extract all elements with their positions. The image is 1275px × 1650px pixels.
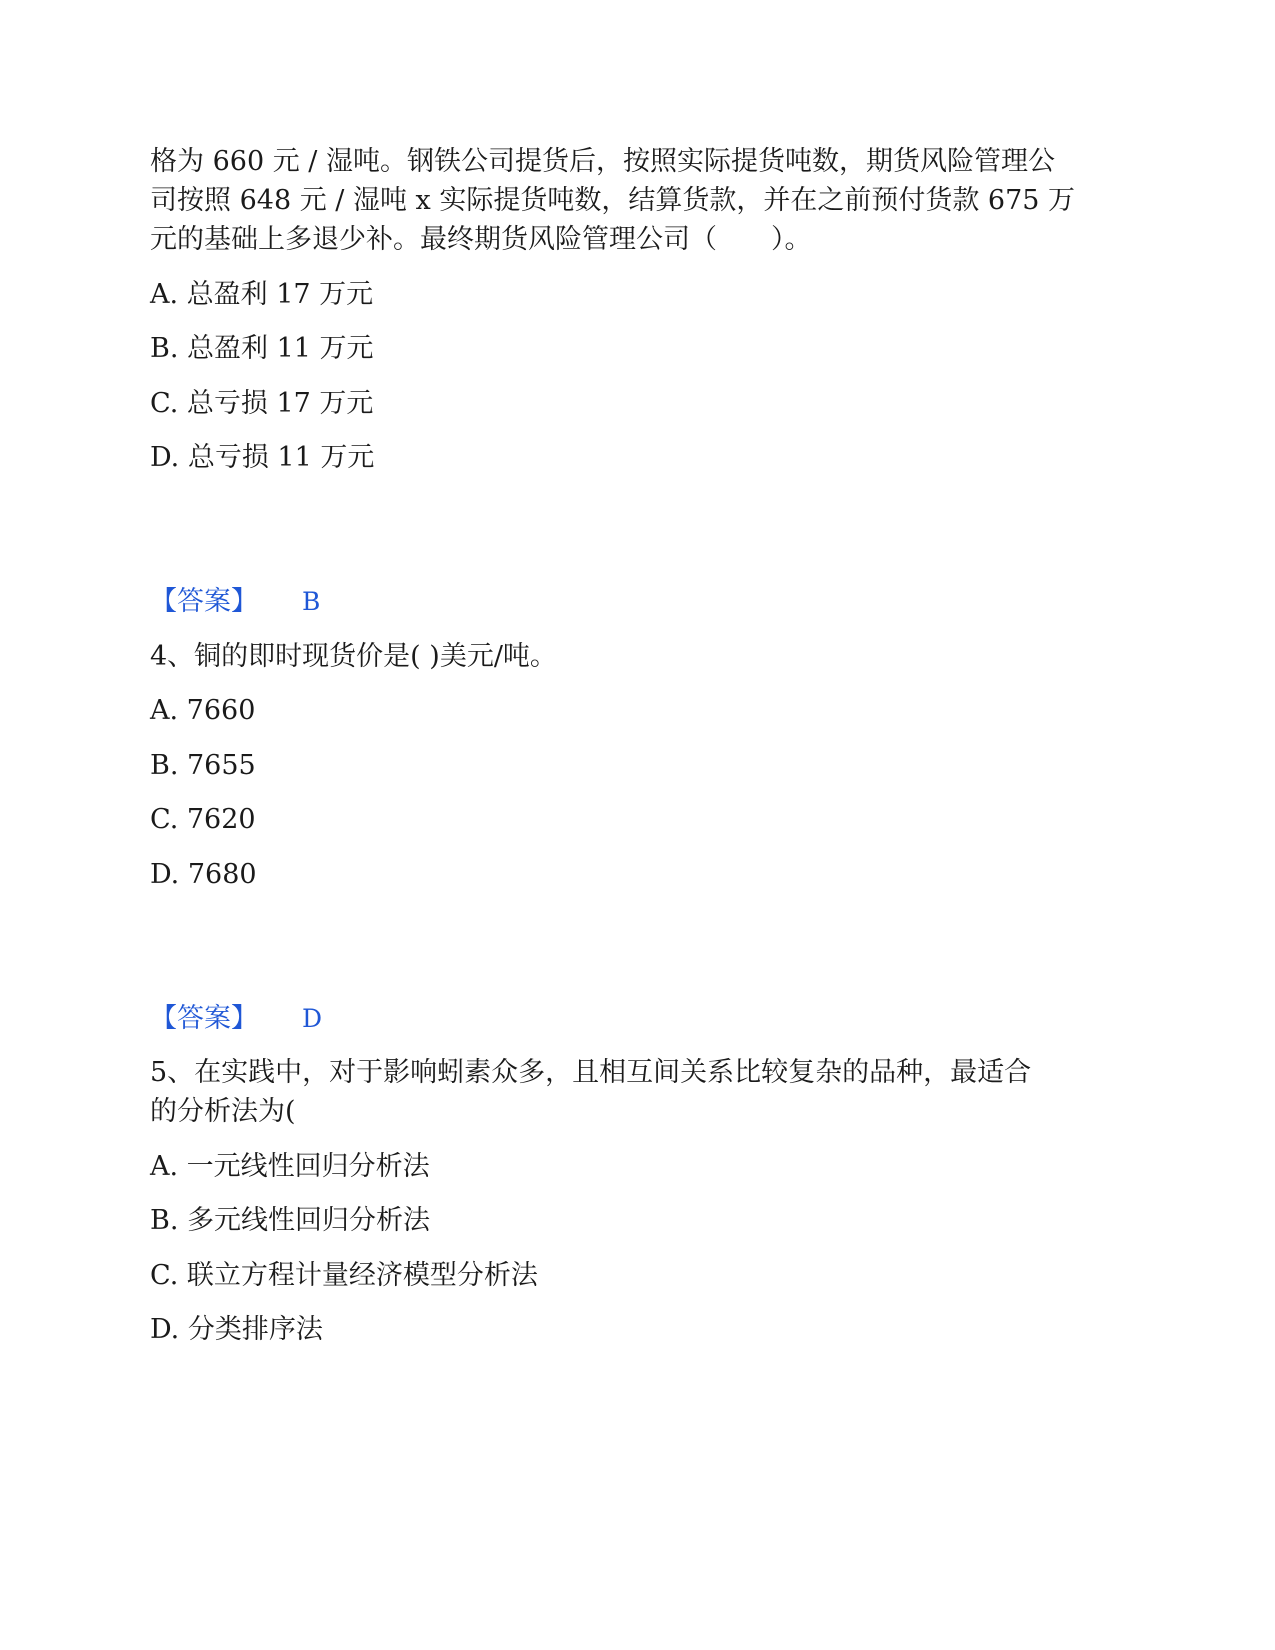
q4-answer-label: 【答案】: [150, 1003, 258, 1034]
q3-option-b: B. 总盈利 11 万元: [150, 333, 374, 364]
q4-option-c: C. 7620: [150, 804, 256, 835]
q5-stem-line-2: 的分析法为(: [150, 1096, 296, 1127]
q4-stem-line-1: 4、铜的即时现货价是( )美元/吨。: [150, 641, 557, 672]
q4-answer-value: D: [302, 1004, 323, 1033]
q3-stem-line-2: 司按照 648 元 / 湿吨 x 实际提货吨数，结算货款，并在之前预付货款 675 万: [150, 185, 1076, 216]
q4-answer: [150, 999, 322, 1039]
q5-option-b: B. 多元线性回归分析法: [150, 1205, 431, 1236]
q3-option-a: A. 总盈利 17 万元: [150, 279, 374, 310]
q5-option-c: C. 联立方程计量经济模型分析法: [150, 1260, 538, 1291]
q5-stem-line-1: 5、在实践中，对于影响蚓素众多，且相互间关系比较复杂的品种，最适合: [150, 1057, 1032, 1088]
q3-option-c: C. 总亏损 17 万元: [150, 388, 374, 419]
q3-stem-line-1: 格为 660 元 / 湿吨。钢铁公司提货后，按照实际提货吨数，期货风险管理公: [150, 146, 1055, 177]
q4-option-a: A. 7660: [150, 695, 256, 726]
q4-option-d: D. 7680: [150, 859, 257, 890]
q5-option-d: D. 分类排序法: [150, 1314, 323, 1345]
q3-answer-value: B: [302, 587, 321, 616]
q3-answer-label: 【答案】: [150, 586, 258, 617]
q5-option-a: A. 一元线性回归分析法: [150, 1151, 430, 1182]
q3-option-d: D. 总亏损 11 万元: [150, 442, 375, 473]
q3-answer: [150, 582, 320, 622]
q3-stem-line-3: 元的基础上多退少补。最终期货风险管理公司（ ）。: [150, 224, 812, 255]
q4-option-b: B. 7655: [150, 750, 256, 781]
